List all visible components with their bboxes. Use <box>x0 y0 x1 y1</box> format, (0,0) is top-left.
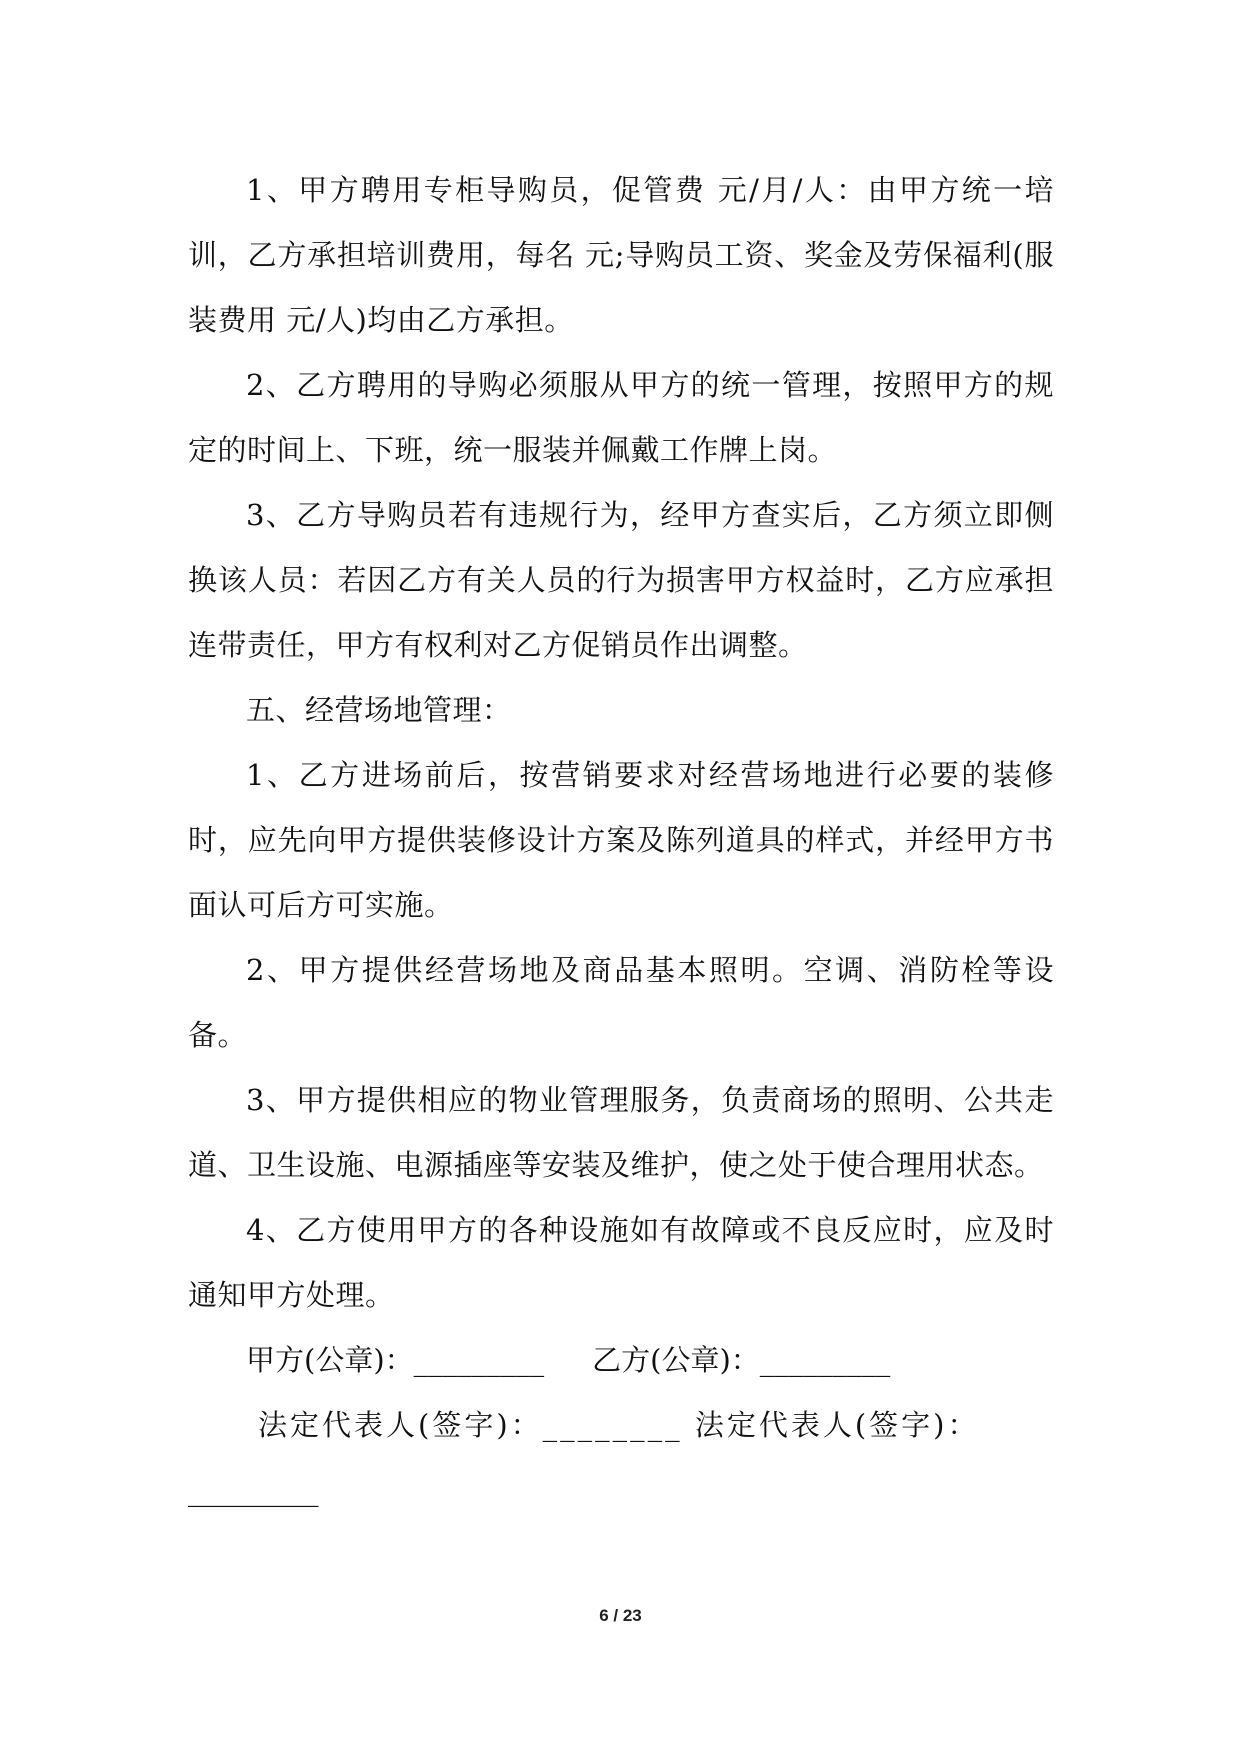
paragraph-clause-4-2: 2、乙方聘用的导购必须服从甲方的统一管理，按照甲方的规定的时间上、下班，统一服装并佩戴工作牌上岗。 <box>188 368 1054 467</box>
document-body <box>188 158 1054 1523</box>
paragraph-clause-4-3: 3、乙方导购员若有违规行为，经甲方查实后，乙方须立即侧换该人员：若因乙方有关人员的行为损害甲方权益时，乙方应承担连带责任，甲方有权利对乙方促销员作出调整。 <box>188 498 1054 662</box>
representative-line <box>188 1393 1054 1458</box>
party-a-seal: 甲方(公章)：_________ <box>246 1343 545 1377</box>
seal-line <box>188 1328 1054 1393</box>
party-a-representative: 法定代表人(签字)：________ <box>258 1408 683 1442</box>
party-b-representative: 法定代表人(签字)： <box>694 1408 980 1442</box>
paragraph-clause-5-2: 2、甲方提供经营场地及商品基本照明。空调、消防栓等设备。 <box>188 953 1054 1052</box>
party-b-seal: 乙方(公章)：_________ <box>592 1343 891 1377</box>
paragraph-clause-5-1: 1、乙方进场前后，按营销要求对经营场地进行必要的装修时，应先向甲方提供装修设计方案及陈列道具的样式，并经甲方书面认可后方可实施。 <box>188 758 1054 922</box>
paragraph-clause-5-4: 4、乙方使用甲方的各种设施如有故障或不良反应时，应及时通知甲方处理。 <box>188 1213 1054 1312</box>
section-heading-5: 五、经营场地管理： <box>246 693 512 727</box>
page-number: 6 / 23 <box>599 1606 642 1625</box>
party-b-representative-blank: _________ <box>188 1473 319 1507</box>
paragraph-clause-4-1: 1、甲方聘用专柜导购员，促管费 元/月/人：由甲方统一培训，乙方承担培训费用，每名 元;导购员工资、奖金及劳保福利(服装费用 元/人)均由乙方承担。 <box>188 173 1054 337</box>
paragraph-clause-5-3: 3、甲方提供相应的物业管理服务，负责商场的照明、公共走道、卫生设施、电源插座等安装及维护，使之处于使合理用状态。 <box>188 1083 1054 1182</box>
